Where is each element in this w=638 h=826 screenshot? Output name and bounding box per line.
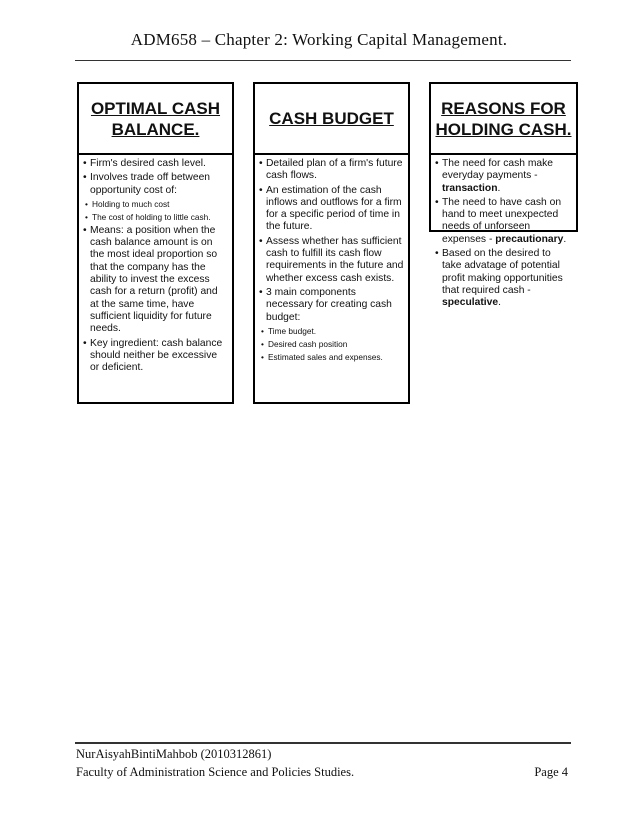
title-line: OPTIMAL CASH (90, 98, 221, 118)
list-sub-item: • Holding to much cost (85, 199, 228, 210)
list-item: • Means: a position when the cash balance amount is on the most ideal proportion so that the company has the ability to invest the excess cash for a return (profit) and at the same time, have sufficient liquidity for future needs. (83, 225, 228, 336)
list-item: • 3 main components necessary for creating cash budget: (259, 287, 404, 324)
footer-divider (75, 742, 571, 744)
reasons-for-holding-cash-box (429, 82, 578, 309)
list-item: • Assess whether has sufficient cash to fulfill its cash flow requirements in the future and whether excess cash exists. (259, 236, 404, 285)
list-item: • Involves trade off between opportunity cost of: (83, 172, 228, 197)
item-tail: . (563, 233, 567, 245)
list-item (435, 158, 572, 195)
title-line: CASH BUDGET (269, 109, 394, 128)
list-item: • An estimation of the cash inflows and outflows for a firm for a specific period of time in the future. (259, 185, 404, 234)
item-tail: . (497, 182, 501, 194)
reasons-for-holding-cash-title (431, 84, 576, 155)
item-text: The need to have cash on hand to meet unexpected needs of unforseen expenses - (442, 196, 562, 245)
item-keyword: precautionary (495, 233, 564, 245)
item-tail: . (498, 297, 501, 309)
footer-faculty: Faculty of Administration Science and Policies Studies. (76, 765, 355, 779)
cash-budget-box (253, 82, 410, 404)
item-text: Based on the desired to take advatage of potential profit making opportunities that required cash - (442, 248, 563, 296)
list-item: • Detailed plan of a firm's future cash flows. (259, 158, 404, 183)
list-sub-item: • Desired cash position (261, 339, 404, 350)
list-sub-item: • The cost of holding to little cash. (85, 212, 228, 223)
list-item (435, 248, 572, 309)
page-number: Page 4 (534, 765, 568, 779)
optimal-cash-balance-body (79, 155, 232, 380)
title-line: HOLDING CASH. (435, 119, 572, 139)
page-header-title: ADM658 – Chapter 2: Working Capital Management. (130, 30, 508, 49)
cash-budget-title (255, 84, 408, 155)
cash-budget-body (255, 155, 408, 369)
list-item: • Key ingredient: cash balance should neither be excessive or deficient. (83, 338, 228, 375)
optimal-cash-balance-box (77, 82, 234, 404)
list-item: • Firm's desired cash level. (83, 158, 228, 170)
title-line: REASONS FOR (441, 98, 566, 118)
footer-author: NurAisyahBintiMahbob (2010312861) (76, 747, 272, 761)
reasons-for-holding-cash-body (431, 155, 576, 316)
optimal-cash-balance-title (79, 84, 232, 155)
header-divider (75, 60, 571, 61)
item-text: The need for cash make everyday payments - (442, 158, 554, 182)
list-sub-item: • Estimated sales and expenses. (261, 352, 404, 363)
item-keyword: transaction (442, 182, 498, 194)
item-keyword: speculative (442, 297, 499, 309)
title-line: BALANCE. (111, 119, 200, 139)
list-item (435, 197, 572, 246)
list-sub-item: • Time budget. (261, 326, 404, 337)
